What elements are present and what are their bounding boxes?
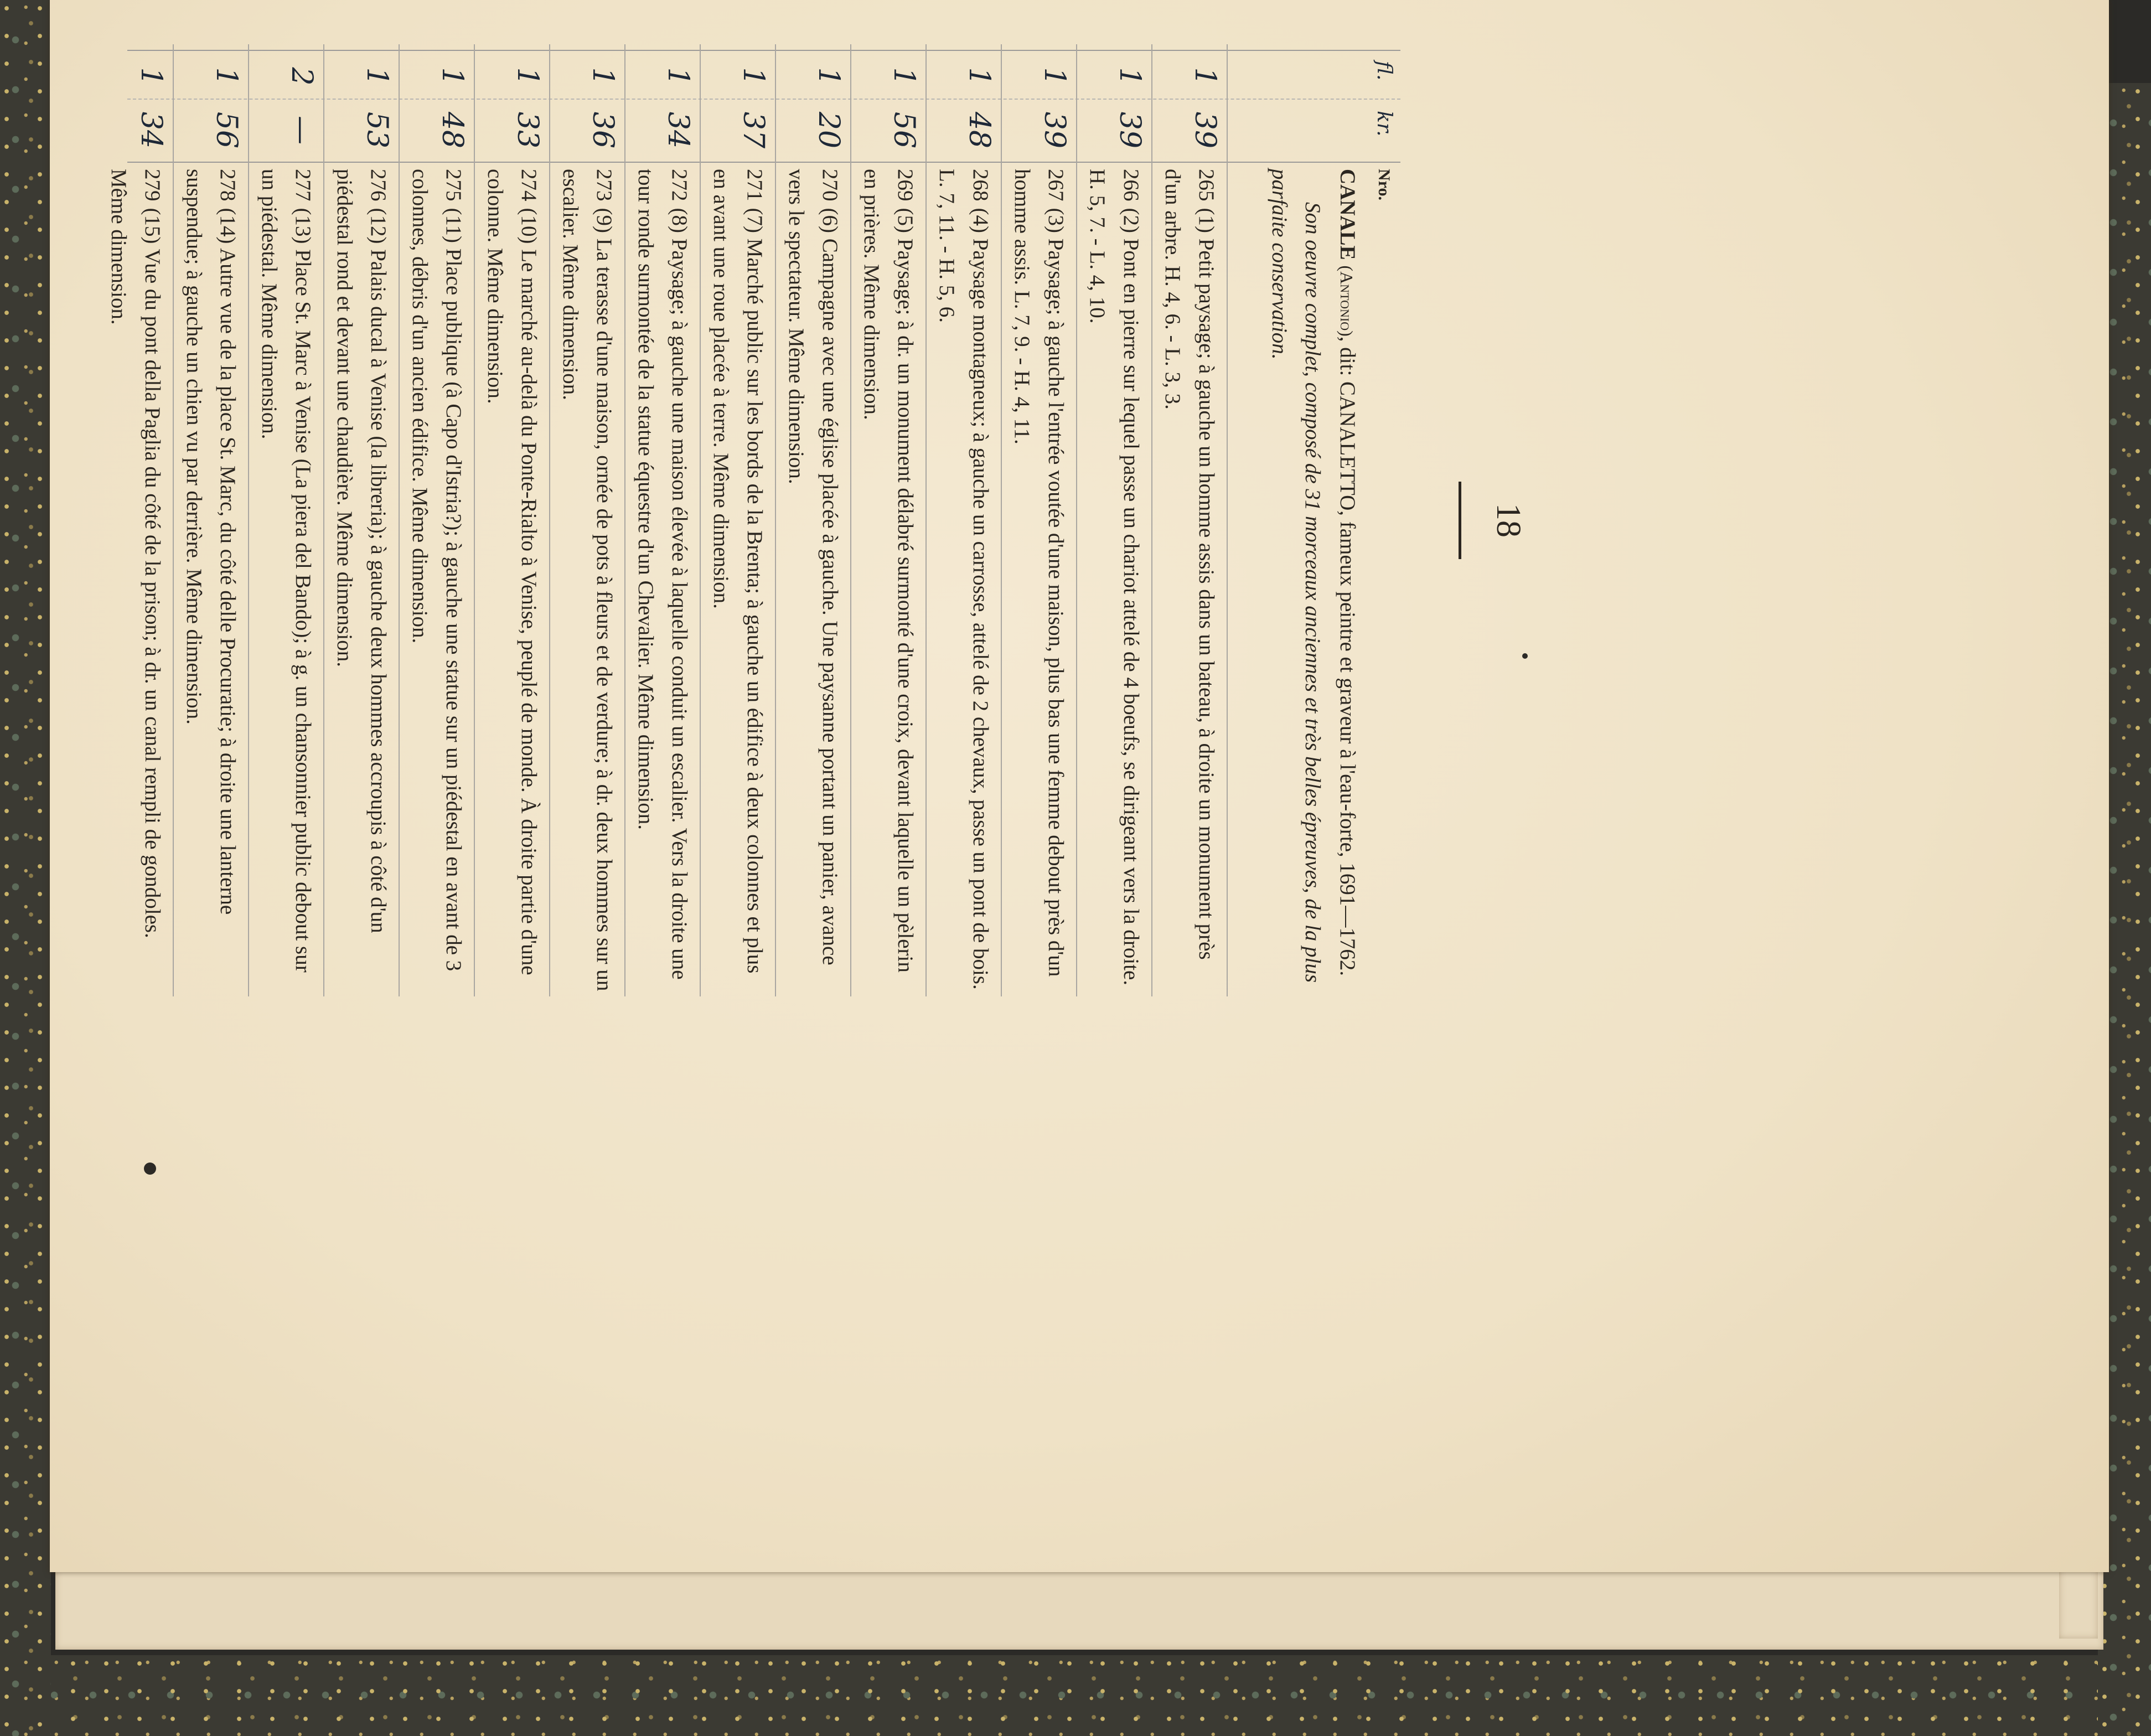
entry-number: 268	[969, 169, 992, 202]
entry-number: 267	[1044, 169, 1068, 202]
entry-text	[475, 169, 549, 996]
header-fl: fl.	[1373, 61, 1395, 81]
price-kreuzer: 39	[1038, 111, 1071, 149]
entry-text	[625, 169, 700, 996]
header-nro: Nro.	[1375, 169, 1393, 200]
entry-number: 279	[141, 169, 164, 202]
artist-heading	[1263, 169, 1364, 994]
artist-description: , dit: CANALETTO, fameux peintre et graveur à l'eau-forte, 1691—1762.	[1336, 336, 1359, 976]
price-florins: 1	[1188, 67, 1222, 86]
entry-description: (7) Marché public sur les bords de la Brenta; à gauche un édifice à deux colonnes et plus en avant une roue placée à terre. Même dimension.	[709, 169, 767, 974]
table-header	[1367, 44, 1400, 996]
entry-number: 276	[366, 169, 390, 202]
table-row	[1077, 44, 1152, 996]
page-number-rule	[1459, 482, 1461, 559]
entry-number: 271	[743, 169, 767, 202]
entry-description: (15) Vue du pont della Paglia du côté de la prison; à dr. un canal rempli de gondoles. Même dimension.	[107, 169, 164, 938]
table-row	[1002, 44, 1077, 996]
marbled-cover-bottom	[0, 1655, 2151, 1736]
entry-description: (3) Paysage; à gauche l'entrée voutée d'une maison, plus bas une femme debout près d'un homme assis. L. 7, 9. - H. 4, 11.	[1010, 169, 1068, 977]
entry-description: (8) Paysage; à gauche une maison élevée à laquelle conduit un escalier. Vers la droite une tour ronde surmontée de la statue équestre d'un Chevalier. Même dimension.	[634, 169, 691, 980]
entry-number: 274	[517, 169, 541, 202]
entry-text	[174, 169, 248, 996]
price-florins: 1	[135, 67, 168, 86]
artist-given-name: (Antonio)	[1337, 265, 1357, 337]
entry-number: 270	[818, 169, 842, 202]
price-florins: 1	[1113, 67, 1146, 86]
artist-name: CANALE	[1336, 169, 1359, 260]
table-row	[475, 44, 550, 996]
entry-description: (11) Place publique (à Capo d'Istria?); à gauche une statue sur un piédestal en avant de 3 colonnes, débris d'un ancien édifice. Même dimension.	[408, 169, 466, 972]
price-florins: 1	[210, 67, 243, 86]
entry-number: 278	[216, 169, 240, 202]
entry-text	[927, 169, 1001, 996]
catalog-table	[107, 44, 1400, 996]
entry-text	[249, 169, 323, 996]
price-kreuzer: 34	[661, 111, 695, 149]
entry-text	[99, 169, 173, 996]
price-kreuzer: 56	[887, 111, 921, 149]
price-kreuzer: 48	[963, 111, 996, 149]
table-row	[400, 44, 475, 996]
price-kreuzer: 37	[737, 111, 770, 149]
entry-number: 266	[1119, 169, 1143, 202]
price-florins: 1	[436, 67, 469, 86]
price-florins: 1	[887, 67, 921, 86]
table-row	[99, 44, 174, 996]
entry-list	[99, 44, 1228, 996]
price-florins: 1	[511, 67, 544, 86]
entry-text	[701, 169, 775, 996]
entry-description: (10) Le marché au-delà du Ponte-Rialto à Venise, peuplé de monde. À droite partie d'une colonne. Même dimension.	[483, 169, 541, 975]
entry-number: 265	[1195, 169, 1218, 202]
entry-description: (2) Pont en pierre sur lequel passe un chariot attelé de 4 boeufs, se dirigeant vers la droite. H. 5, 7. - L. 4, 10.	[1085, 169, 1143, 986]
entry-number: 269	[893, 169, 917, 202]
price-florins: 1	[812, 67, 845, 86]
entry-text	[1152, 169, 1227, 996]
table-row	[249, 44, 324, 996]
entry-description: (14) Autre vue de la place St. Marc, du côté delle Procuratie; à droite une lanterne suspendue; à gauche un chien vu par derrière. Même dimension.	[182, 169, 240, 915]
table-row	[174, 44, 249, 996]
table-row	[851, 44, 927, 996]
entry-text	[400, 169, 474, 996]
price-kreuzer: 48	[436, 111, 469, 149]
table-row	[776, 44, 851, 996]
entry-description: (13) Place St. Marc à Venise (La piera del Bando); à g. un chansonnier public debout sur un piédestal. Même dimension.	[257, 169, 315, 973]
table-row	[625, 44, 701, 996]
entry-number: 277	[291, 169, 315, 202]
price-florins: 1	[963, 67, 996, 86]
table-row	[701, 44, 776, 996]
table-row	[927, 44, 1002, 996]
entry-description: (5) Paysage; à dr. un monument délabré surmonté d'une croix, devant laquelle un pèlerin en prières. Même dimension.	[860, 169, 917, 973]
table-row	[1152, 44, 1228, 996]
price-kreuzer: 39	[1188, 111, 1222, 149]
price-kreuzer: 33	[511, 111, 544, 149]
price-kreuzer: 56	[210, 111, 243, 149]
entry-text	[550, 169, 624, 996]
entry-text	[776, 169, 850, 996]
entry-number: 275	[442, 169, 466, 202]
entry-number: 272	[668, 169, 691, 202]
ink-spot	[144, 1162, 156, 1175]
price-kreuzer: 39	[1113, 111, 1146, 149]
price-florins: 1	[586, 67, 619, 86]
table-row	[324, 44, 400, 996]
price-kreuzer: 53	[360, 111, 394, 149]
entry-text	[1002, 169, 1076, 996]
entry-text	[324, 169, 399, 996]
price-florins: 2	[285, 67, 318, 86]
price-florins: 1	[737, 67, 770, 86]
page-number: 18	[1490, 503, 1527, 538]
price-kreuzer: 20	[812, 111, 845, 149]
header-kr: kr.	[1373, 111, 1395, 137]
page-content	[107, 44, 1539, 996]
entry-description: (12) Palais ducal à Venise (la libreria); à gauche deux hommes accroupis à côté d'un piédestal rond et devant une chaudière. Même dimension.	[333, 169, 390, 933]
price-kreuzer: —	[285, 116, 318, 144]
entry-number: 273	[592, 169, 616, 202]
price-florins: 1	[661, 67, 695, 86]
price-kreuzer: 36	[586, 111, 619, 149]
oeuvre-intro: Son oeuvre complet, composé de 31 morceaux anciennes et très belles épreuves, de la plus parfaite conservation.	[1268, 169, 1325, 983]
price-florins: 1	[360, 67, 394, 86]
entry-text	[1077, 169, 1151, 996]
price-kreuzer: 34	[135, 111, 168, 149]
entry-text	[851, 169, 925, 996]
entry-description: (1) Petit paysage; à gauche un homme assis dans un bateau, à droite un monument près d'un arbre. H. 4, 6. - L. 3, 3.	[1161, 169, 1218, 960]
marbled-cover-left	[0, 0, 51, 1736]
entry-description: (9) La terasse d'une maison, ornée de pots à fleurs et de verdure; à dr. deux hommes sur un escalier. Même dimension.	[559, 169, 616, 991]
entry-description: (6) Campagne avec une église placée à gauche. Une paysanne portant un panier, avance vers le spectateur. Même dimension.	[784, 169, 842, 965]
entry-description: (4) Paysage montagneux; à gauche un carrosse, attelé de 2 chevaux, passe un pont de bois. L. 7, 11. - H. 5, 6.	[935, 169, 992, 990]
table-row	[550, 44, 625, 996]
price-florins: 1	[1038, 67, 1071, 86]
